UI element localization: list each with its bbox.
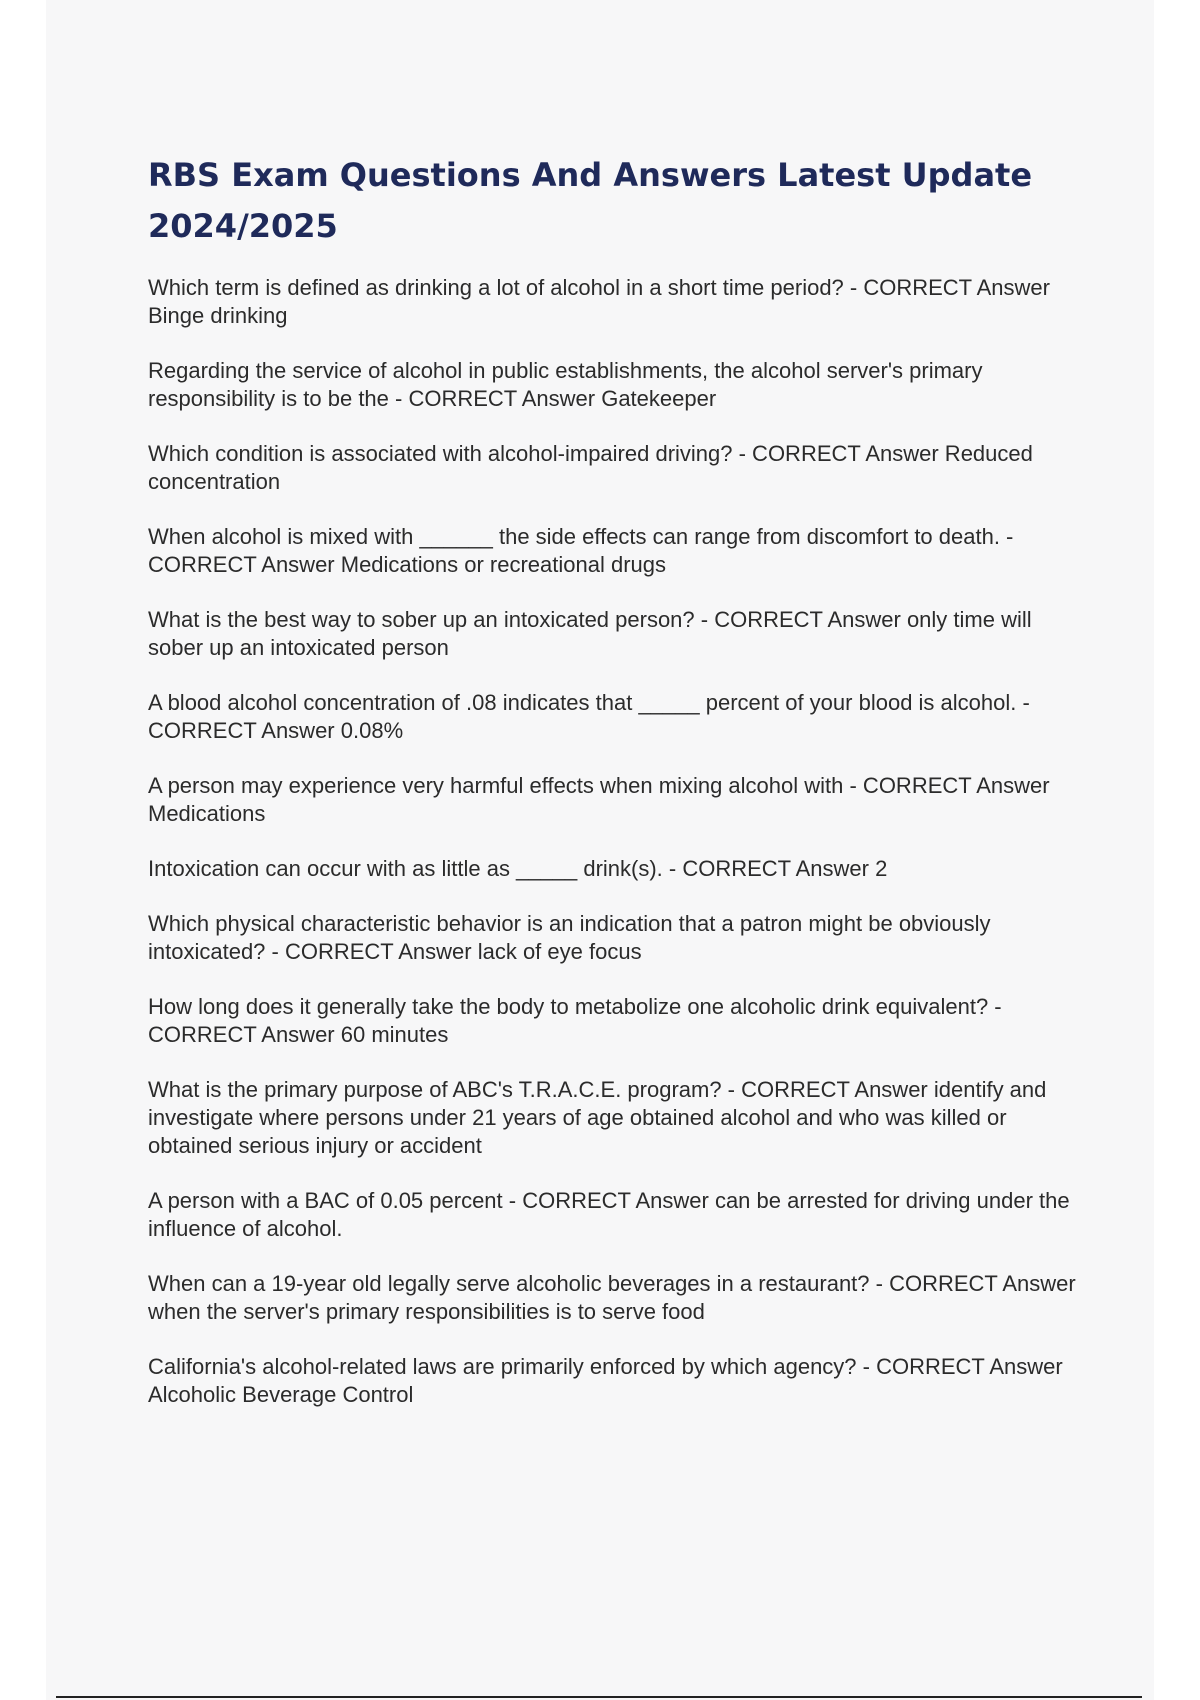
qa-item: What is the best way to sober up an intoxicated person? - CORRECT Answer only time will sober up an intoxicated person	[148, 607, 1032, 660]
bottom-divider	[56, 1696, 1142, 1698]
qa-item: Which term is defined as drinking a lot of alcohol in a short time period? - CORRECT Answer Binge drinking	[148, 275, 1050, 328]
qa-list	[148, 274, 1088, 1436]
qa-item: A person may experience very harmful effects when mixing alcohol with - CORRECT Answer Medications	[148, 773, 1050, 826]
qa-item: Intoxication can occur with as little as _____ drink(s). - CORRECT Answer 2	[148, 856, 888, 881]
qa-item: Regarding the service of alcohol in public establishments, the alcohol server's primary responsibility is to be the - CORRECT Answer Gatekeeper	[148, 358, 983, 411]
qa-item: How long does it generally take the body to metabolize one alcoholic drink equivalent? - CORRECT Answer 60 minutes	[148, 994, 1002, 1047]
qa-item: When can a 19-year old legally serve alcoholic beverages in a restaurant? - CORRECT Answer when the server's primary responsibilities is to serve food	[148, 1271, 1076, 1324]
qa-item: What is the primary purpose of ABC's T.R.A.C.E. program? - CORRECT Answer identify and investigate where persons under 21 years of age obtained alcohol and who was killed or obtained serious injury or accident	[148, 1077, 1047, 1158]
qa-item: California's alcohol-related laws are primarily enforced by which agency? - CORRECT Answer Alcoholic Beverage Control	[148, 1354, 1063, 1407]
qa-item: A blood alcohol concentration of .08 indicates that _____ percent of your blood is alcohol. - CORRECT Answer 0.08%	[148, 690, 1030, 743]
qa-item: A person with a BAC of 0.05 percent - CORRECT Answer can be arrested for driving under the influence of alcohol.	[148, 1188, 1070, 1241]
document-title: RBS Exam Questions And Answers Latest Update 2024/2025	[148, 156, 1033, 245]
qa-item: Which physical characteristic behavior is an indication that a patron might be obviously intoxicated? - CORRECT Answer lack of eye focus	[148, 911, 991, 964]
qa-item: Which condition is associated with alcohol-impaired driving? - CORRECT Answer Reduced concentration	[148, 441, 1033, 494]
qa-item: When alcohol is mixed with ______ the side effects can range from discomfort to death. - CORRECT Answer Medications or recreational drugs	[148, 524, 1014, 577]
